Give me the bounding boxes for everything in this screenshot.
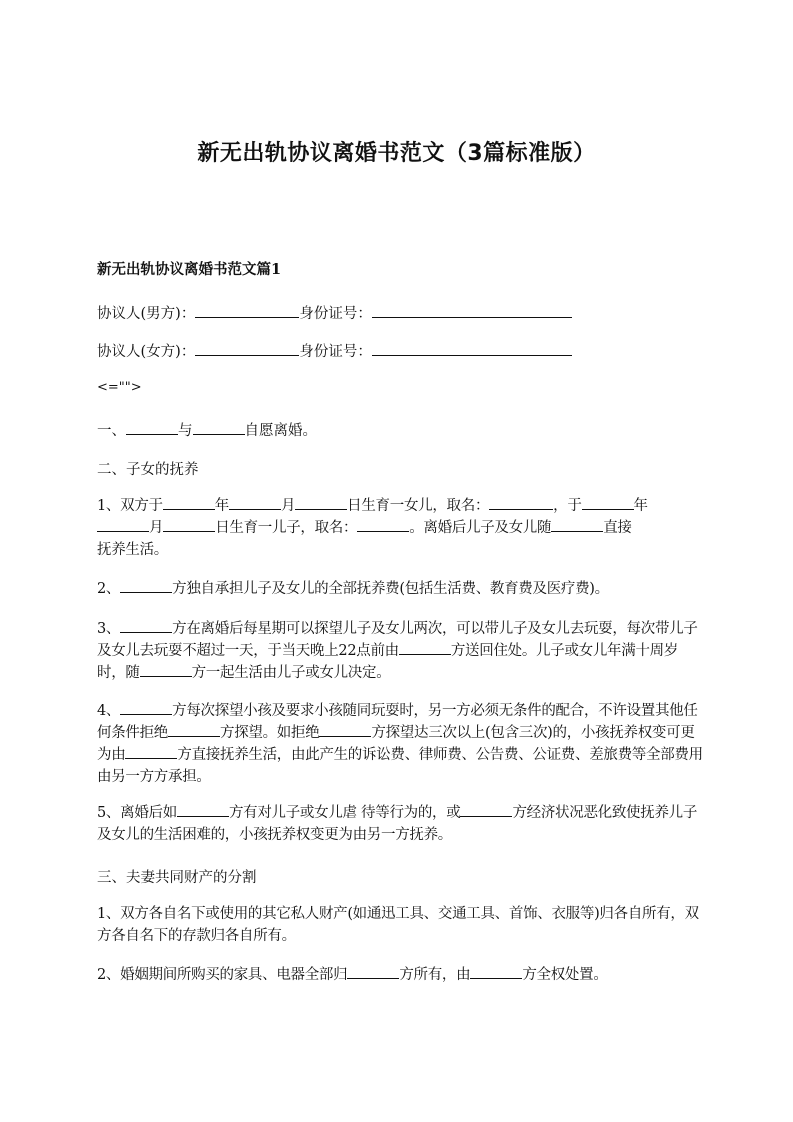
female-id-label: 身份证号： <box>299 344 372 360</box>
text: 2、婚姻期间所购买的家具、电器全部归 <box>97 967 348 983</box>
text: 抚养生活。 <box>97 542 168 558</box>
blank <box>399 640 451 655</box>
party-female-label: 协议人(女方)： <box>97 344 196 360</box>
text: 方探望。如拒绝 <box>220 725 320 741</box>
blank <box>168 722 220 737</box>
blank <box>163 495 215 510</box>
text: 方独自承担儿子及女儿的全部抚养费(包括生活费、教育费及医疗费)。 <box>172 581 609 597</box>
blank <box>120 578 172 593</box>
text: 年 <box>214 498 229 514</box>
section-heading: 新无出轨协议离婚书范文篇1 <box>97 261 282 278</box>
text: 方所有，由 <box>399 967 471 983</box>
blank <box>470 964 522 979</box>
male-name-blank <box>195 303 299 318</box>
blank <box>163 517 215 532</box>
text: 2、 <box>97 581 121 597</box>
blank <box>582 495 634 510</box>
blank <box>97 517 149 532</box>
blank <box>347 964 399 979</box>
property-item-2 <box>97 964 703 986</box>
male-id-blank <box>372 303 572 318</box>
text: 月 <box>280 498 296 514</box>
blank <box>357 517 409 532</box>
text: 方在离婚后每星期可以探望儿子及女儿两次，可以带儿子及女儿去玩耍，每次带儿子及女儿去玩耍不超过一天，于当天晚上22点前由 <box>97 621 698 659</box>
text: 5、离婚后如 <box>97 805 177 821</box>
clause-1-suffix: 自愿离婚。 <box>244 423 317 439</box>
female-name-blank <box>195 341 299 356</box>
text: 日生育一女儿，取名： <box>347 498 490 514</box>
blank <box>460 802 512 817</box>
blank <box>120 618 172 633</box>
clause-3-heading: 三、夫妻共同财产的分割 <box>97 870 257 886</box>
text: 4、 <box>97 703 121 719</box>
blank <box>120 700 172 715</box>
text: 方送回住处。儿子或女儿年满十周岁时，随 <box>97 643 679 681</box>
text: 3、 <box>97 621 121 637</box>
text: 方探望达三次以上(包含三次)的，小孩抚养权变可更为由 <box>97 725 695 763</box>
text: 1、双方于 <box>97 498 163 514</box>
text: 月 <box>149 520 164 536</box>
clause-1 <box>97 420 703 442</box>
blank <box>229 495 281 510</box>
party-female-line <box>97 341 703 363</box>
female-id-blank <box>372 341 572 356</box>
child-item-3 <box>97 618 703 684</box>
text: 日生育一儿子，取名： <box>215 520 358 536</box>
blank <box>177 802 229 817</box>
child-item-1 <box>97 495 703 561</box>
text: 方一起生活由儿子或女儿决定。 <box>191 665 391 681</box>
text: 方有对儿子或女儿虐 待等行为的，或 <box>228 805 461 821</box>
male-id-label: 身份证号： <box>299 306 372 322</box>
text: 年 <box>633 498 648 514</box>
blank <box>193 420 245 435</box>
placeholder-text: <=""> <box>97 380 142 395</box>
text: ，于 <box>553 498 582 514</box>
text: 方经济状况恶化致使抚养儿子及女儿的生活困难的，小孩抚养权变更为由另一方抚养。 <box>97 805 698 843</box>
text: 。离婚后儿子及女儿随 <box>409 520 552 536</box>
blank <box>551 517 603 532</box>
child-item-5 <box>97 802 703 846</box>
blank <box>489 495 553 510</box>
party-male-label: 协议人(男方)： <box>97 306 196 322</box>
blank <box>319 722 371 737</box>
child-item-2 <box>97 578 703 600</box>
blank <box>125 744 177 759</box>
text: 直接 <box>603 520 632 536</box>
clause-1-prefix: 一、 <box>97 423 126 439</box>
blank <box>140 662 192 677</box>
text: 方每次探望小孩及要求小孩随同玩耍时，另一方必须无条件的配合，不许设置其他任何条件拒绝 <box>97 703 698 741</box>
clause-2-heading: 二、子女的抚养 <box>97 462 199 478</box>
text: 方直接抚养生活，由此产生的诉讼费、律师费、公告费、公证费、差旅费等全部费用由另一方方承担。 <box>97 747 703 785</box>
text: 方全权处置。 <box>522 967 608 983</box>
property-item-1: 1、双方各自名下或使用的其它私人财产(如通迅工具、交通工具、首饰、衣服等)归各自所有，双方各自名下的存款归各自所有。 <box>97 906 699 944</box>
party-male-line <box>97 303 703 325</box>
document-title: 新无出轨协议离婚书范文（3篇标准版） <box>197 141 596 166</box>
blank <box>295 495 347 510</box>
clause-1-mid: 与 <box>178 423 193 439</box>
blank <box>126 420 178 435</box>
child-item-4 <box>97 700 703 788</box>
